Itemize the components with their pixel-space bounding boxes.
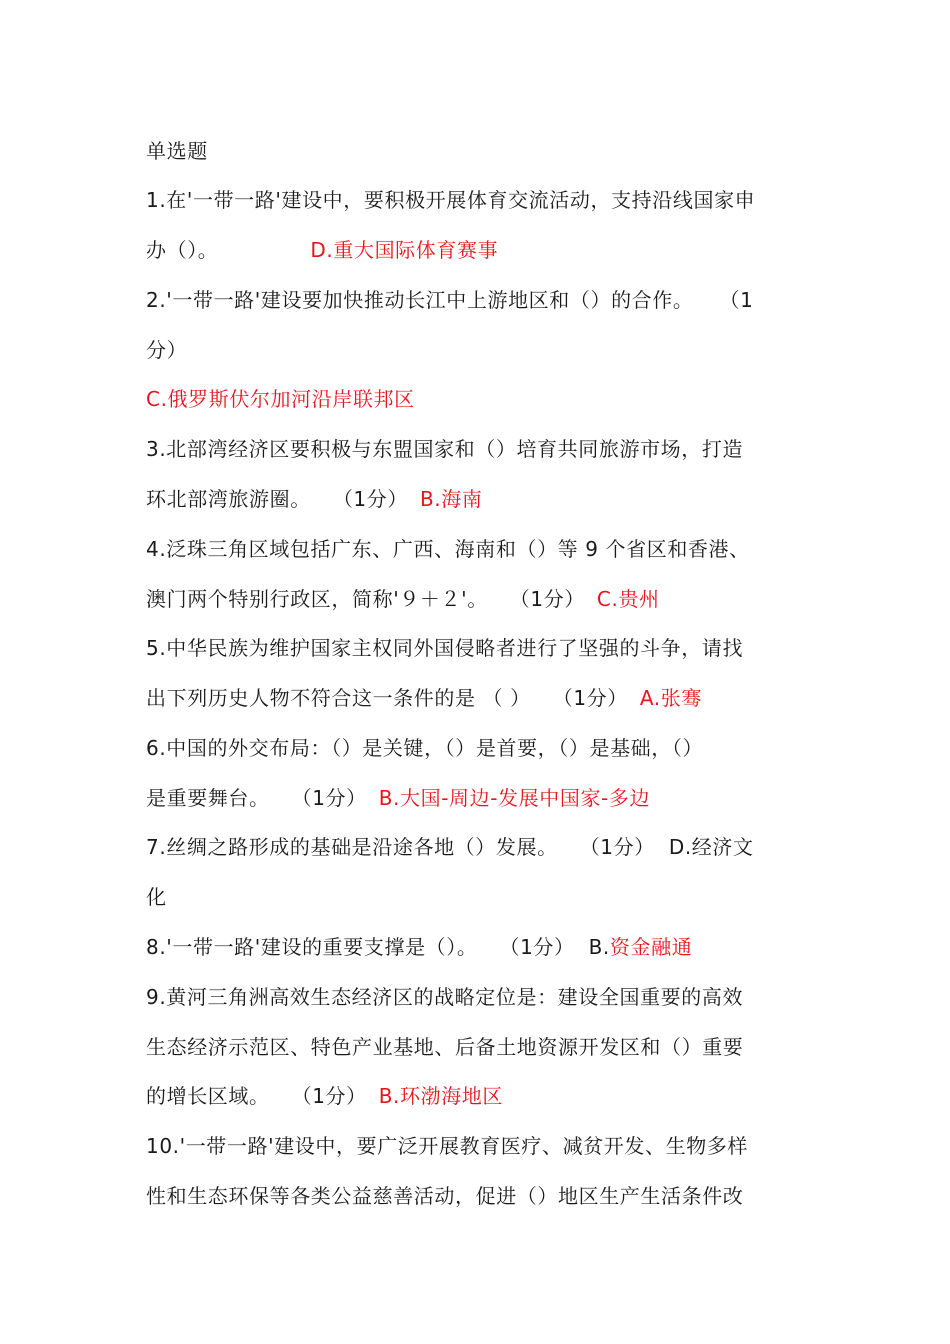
question-8-text: 8.'一带一路'建设的重要支撑是（）。 bbox=[146, 935, 478, 959]
question-3-line-1: 3.北部湾经济区要积极与东盟国家和（）培育共同旅游市场，打造 bbox=[146, 437, 744, 461]
question-6-line-1: 6.中国的外交布局：（）是关键，（）是首要，（）是基础，（） bbox=[146, 736, 704, 760]
question-2-text: 2.'一带一路'建设要加快推动长江中上游地区和（）的合作。 bbox=[146, 288, 694, 312]
question-8-answer-letter: B. bbox=[588, 935, 610, 959]
question-10-line-1: 10.'一带一路'建设中，要广泛开展教育医疗、减贫开发、生物多样 bbox=[146, 1134, 749, 1158]
question-7-answer: D.经济文 bbox=[668, 835, 754, 859]
question-5-line-1: 5.中华民族为维护国家主权同外国侵略者进行了坚强的斗争，请找 bbox=[146, 636, 744, 660]
question-8-score: （1分） bbox=[499, 935, 575, 959]
question-2-answer: C.俄罗斯伏尔加河沿岸联邦区 bbox=[146, 387, 415, 411]
question-1-text: 办（）。 bbox=[146, 238, 219, 262]
question-5-line-2 bbox=[146, 680, 816, 716]
question-9-score: （1分） bbox=[291, 1084, 367, 1108]
question-8-answer: 资金融通 bbox=[609, 935, 693, 959]
question-4-text: 澳门两个特别行政区，简称'９＋２'。 bbox=[146, 587, 488, 611]
question-6-answer: B.大国-周边-发展中国家-多边 bbox=[378, 786, 651, 810]
question-2-line-2: 分） bbox=[146, 338, 188, 362]
question-4-line-2 bbox=[146, 581, 816, 617]
question-7-text: 7.丝绸之路形成的基础是沿途各地（）发展。 bbox=[146, 835, 558, 859]
question-1-answer: D.重大国际体育赛事 bbox=[310, 238, 499, 262]
question-5-text: 出下列历史人物不符合这一条件的是 （ ） bbox=[146, 686, 531, 710]
question-9-line-1: 9.黄河三角洲高效生态经济区的战略定位是：建设全国重要的高效 bbox=[146, 985, 744, 1009]
question-3-line-2 bbox=[146, 481, 816, 517]
question-1-line-2 bbox=[146, 232, 816, 268]
question-6-score: （1分） bbox=[291, 786, 367, 810]
question-7-line-1 bbox=[146, 829, 816, 865]
question-6-text: 是重要舞台。 bbox=[146, 786, 270, 810]
question-9-line-2: 生态经济示范区、特色产业基地、后备土地资源开发区和（）重要 bbox=[146, 1035, 744, 1059]
section-title: 单选题 bbox=[146, 139, 208, 163]
question-5-score: （1分） bbox=[552, 686, 628, 710]
question-2-score: （1 bbox=[719, 288, 754, 312]
question-8-line-1 bbox=[146, 929, 816, 965]
question-4-line-1: 4.泛珠三角区域包括广东、广西、海南和（）等 9 个省区和香港、 bbox=[146, 537, 750, 561]
question-3-text: 环北部湾旅游圈。 bbox=[146, 487, 311, 511]
question-4-score: （1分） bbox=[509, 587, 585, 611]
question-5-answer: A.张骞 bbox=[639, 686, 702, 710]
question-1-line-1: 1.在'一带一路'建设中，要积极开展体育交流活动，支持沿线国家申 bbox=[146, 188, 756, 212]
question-9-answer: B.环渤海地区 bbox=[378, 1084, 504, 1108]
question-7-score: （1分） bbox=[579, 835, 655, 859]
question-10-line-2: 性和生态环保等各类公益慈善活动，促进（）地区生产生活条件改 bbox=[146, 1184, 744, 1208]
question-3-score: （1分） bbox=[332, 487, 408, 511]
question-9-line-3 bbox=[146, 1078, 816, 1114]
question-4-answer: C.贵州 bbox=[596, 587, 660, 611]
question-7-line-2: 化 bbox=[146, 885, 167, 909]
question-9-text: 的增长区域。 bbox=[146, 1084, 270, 1108]
question-6-line-2 bbox=[146, 780, 816, 816]
question-2-line-1 bbox=[146, 282, 816, 318]
question-3-answer: B.海南 bbox=[419, 487, 483, 511]
